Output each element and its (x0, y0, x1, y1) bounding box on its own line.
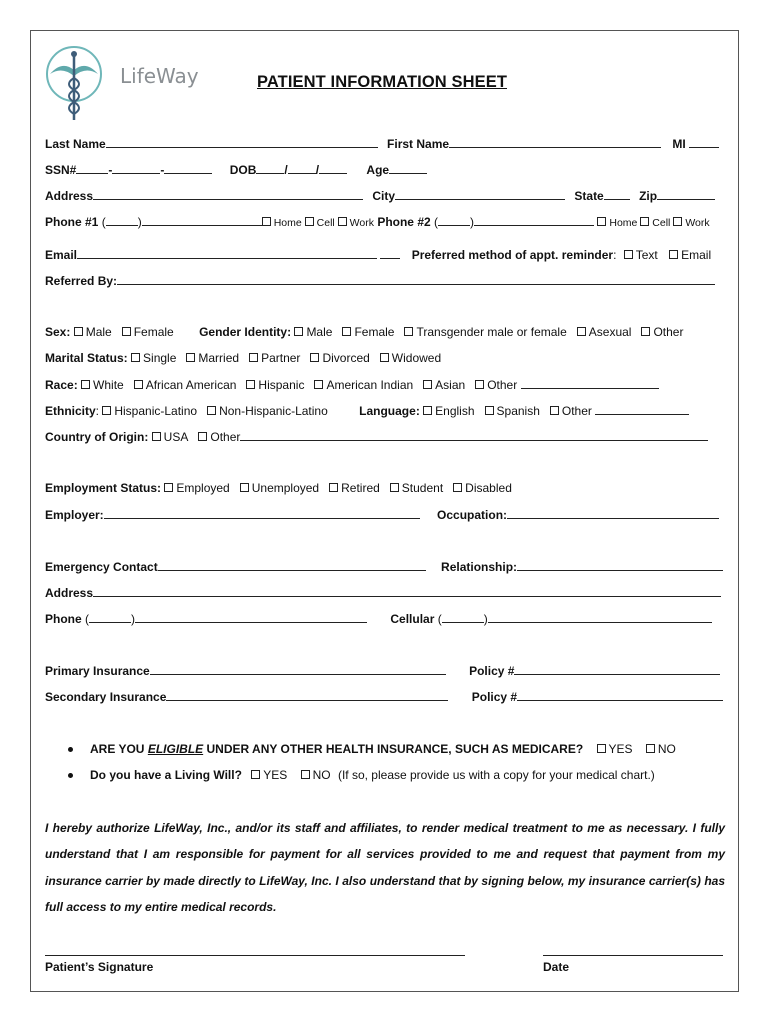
ssn-field-3[interactable] (164, 162, 212, 174)
language-other-label: Other (561, 404, 592, 418)
race-african-american-label: African American (145, 378, 237, 392)
marital-divorced-checkbox[interactable] (310, 353, 319, 362)
gender-other-label: Other (653, 325, 684, 339)
employment-unemployed-label: Unemployed (251, 481, 320, 495)
phone2-cell-checkbox[interactable] (640, 217, 649, 226)
gender-other-checkbox[interactable] (641, 327, 650, 336)
living-will-yes-checkbox[interactable] (251, 770, 260, 779)
sex-male-checkbox[interactable] (74, 327, 83, 336)
sex-label: Sex: (45, 325, 71, 339)
country-other-label: Other (210, 430, 241, 444)
email-row: Email Preferred method of appt. reminder: Text Email (45, 248, 712, 262)
bullet-2 (68, 773, 73, 778)
ethnicity-hispanic-label: Hispanic-Latino (114, 404, 198, 418)
ethnicity-non-hispanic-label: Non-Hispanic-Latino (219, 404, 328, 418)
medicare-question (90, 742, 676, 756)
ssn-field-2[interactable] (112, 162, 160, 174)
employment-student-label: Student (401, 481, 444, 495)
secondary-policy-label: Policy # (471, 690, 518, 704)
last-name-label: Last Name (45, 137, 106, 151)
date-line[interactable] (543, 955, 723, 956)
phone1-cell-checkbox[interactable] (305, 217, 314, 226)
medicare-question-pre: ARE YOU (90, 742, 145, 756)
phone1-field[interactable] (142, 214, 262, 226)
employment-disabled-label: Disabled (465, 481, 512, 495)
phone2-home-label: Home (609, 217, 638, 229)
emergency-cellular-label: Cellular (390, 612, 435, 626)
mi-field[interactable] (689, 136, 719, 148)
marital-divorced-label: Divorced (322, 351, 370, 365)
emergency-contact-label: Emergency Contact (45, 560, 158, 574)
address-label: Address (45, 189, 94, 203)
phone1-area[interactable] (106, 214, 138, 226)
marital-widowed-label: Widowed (391, 351, 442, 365)
race-row (45, 377, 659, 393)
state-field[interactable] (604, 188, 630, 200)
phone1-label: Phone #1 (45, 215, 99, 229)
employment-row (45, 481, 522, 497)
emergency-phone-area[interactable] (89, 611, 131, 623)
age-field[interactable] (389, 162, 427, 174)
emergency-phone-label: Phone (45, 612, 82, 626)
ethnicity-row: Ethnicity: Hispanic-Latino Non-Hispanic-Latino Language: English Spanish Other (45, 403, 689, 419)
email-field[interactable] (77, 247, 377, 259)
emergency-phone-field[interactable] (135, 611, 367, 623)
patient-signature-label: Patient’s Signature (45, 960, 154, 974)
age-label: Age (366, 163, 390, 177)
living-will-no-checkbox[interactable] (301, 770, 310, 779)
referred-row (45, 273, 715, 289)
logo (44, 44, 199, 122)
gender-transgender-label: Transgender male or female (416, 325, 567, 339)
gender-asexual-checkbox[interactable] (577, 327, 586, 336)
race-hispanic-label: Hispanic (258, 378, 305, 392)
reminder-text-checkbox[interactable] (624, 250, 633, 259)
marital-label: Marital Status: (45, 351, 128, 365)
living-will-yes-label: YES (263, 768, 288, 782)
occupation-field[interactable] (507, 507, 719, 519)
sex-female-label: Female (133, 325, 174, 339)
race-american-indian-checkbox[interactable] (314, 380, 323, 389)
state-label: State (574, 189, 604, 203)
phone2-work-checkbox[interactable] (673, 217, 682, 226)
phone1-cell-label: Cell (316, 217, 335, 229)
medicare-no-checkbox[interactable] (646, 744, 655, 753)
primary-insurance-field[interactable] (150, 663, 446, 675)
reminder-text-label: Text (635, 248, 658, 262)
marital-widowed-checkbox[interactable] (380, 353, 389, 362)
dob-month[interactable] (256, 162, 284, 174)
name-row (45, 136, 719, 152)
race-asian-checkbox[interactable] (423, 380, 432, 389)
ethnicity-label: Ethnicity (45, 404, 96, 418)
gender-female-label: Female (354, 325, 395, 339)
employment-student-checkbox[interactable] (390, 483, 399, 492)
address-field[interactable] (93, 188, 363, 200)
reminder-label: Preferred method of appt. reminder (411, 248, 614, 262)
marital-married-checkbox[interactable] (186, 353, 195, 362)
living-will-question (90, 768, 655, 782)
marital-partner-label: Partner (261, 351, 301, 365)
race-other-field[interactable] (521, 377, 659, 389)
primary-insurance-row (45, 663, 720, 679)
primary-policy-field[interactable] (514, 663, 720, 675)
email-field-tail (380, 247, 400, 259)
employer-field[interactable] (104, 507, 420, 519)
logo-text: LifeWay (120, 64, 199, 88)
caduceus-icon (44, 44, 120, 122)
phone2-label: Phone #2 (377, 215, 431, 229)
email-label: Email (45, 248, 78, 262)
employment-status-label: Employment Status: (45, 481, 162, 495)
dob-day[interactable] (288, 162, 316, 174)
phone1-home-checkbox[interactable] (262, 217, 271, 226)
bullet-1 (68, 747, 73, 752)
emergency-cellular-area[interactable] (442, 611, 484, 623)
country-usa-label: USA (163, 430, 189, 444)
gender-female-checkbox[interactable] (342, 327, 351, 336)
emergency-address-field[interactable] (93, 585, 721, 597)
referred-label: Referred By: (45, 274, 118, 288)
sex-female-checkbox[interactable] (122, 327, 131, 336)
ssn-field-1[interactable] (76, 162, 108, 174)
race-african-american-checkbox[interactable] (134, 380, 143, 389)
reminder-email-label: Email (681, 248, 712, 262)
marital-married-label: Married (198, 351, 240, 365)
race-asian-label: Asian (435, 378, 466, 392)
page-title: PATIENT INFORMATION SHEET (257, 73, 507, 91)
city-label: City (372, 189, 396, 203)
ethnicity-non-hispanic-checkbox[interactable] (207, 406, 216, 415)
medicare-yes-label: YES (608, 742, 633, 756)
city-field[interactable] (395, 188, 565, 200)
language-english-checkbox[interactable] (423, 406, 432, 415)
last-name-field[interactable] (106, 136, 378, 148)
primary-insurance-label: Primary Insurance (45, 664, 150, 678)
referred-field[interactable] (117, 273, 715, 285)
patient-signature-line[interactable] (45, 955, 465, 956)
marital-single-label: Single (143, 351, 177, 365)
language-other-checkbox[interactable] (550, 406, 559, 415)
zip-label: Zip (639, 189, 658, 203)
dob-label: DOB (229, 163, 257, 177)
marital-single-checkbox[interactable] (131, 353, 140, 362)
emergency-row (45, 559, 723, 575)
ssn-label: SSN# (45, 163, 77, 177)
employment-unemployed-checkbox[interactable] (240, 483, 249, 492)
ethnicity-hispanic-checkbox[interactable] (102, 406, 111, 415)
emergency-address-row (45, 585, 721, 601)
race-white-label: White (93, 378, 124, 392)
phone2-home-checkbox[interactable] (597, 217, 606, 226)
country-other-field[interactable] (240, 429, 708, 441)
language-spanish-label: Spanish (496, 404, 540, 418)
phone-row: Phone #1 ( ) Home Cell Work Phone #2 ( ) Home Cell Work (45, 215, 710, 229)
emergency-cellular-field[interactable] (488, 611, 712, 623)
phone1-work-label: Work (349, 217, 374, 229)
language-english-label: English (435, 404, 475, 418)
reminder-email-checkbox[interactable] (669, 250, 678, 259)
language-label: Language: (359, 404, 420, 418)
relationship-label: Relationship: (441, 560, 518, 574)
language-spanish-checkbox[interactable] (485, 406, 494, 415)
gender-male-label: Male (306, 325, 333, 339)
living-will-note: (If so, please provide us with a copy for your medical chart.) (337, 768, 655, 782)
secondary-insurance-row (45, 689, 723, 705)
phone2-field[interactable] (474, 214, 594, 226)
country-usa-checkbox[interactable] (152, 432, 161, 441)
secondary-insurance-field[interactable] (166, 689, 448, 701)
employer-label: Employer: (45, 508, 104, 522)
country-other-checkbox[interactable] (198, 432, 207, 441)
first-name-label: First Name (387, 137, 450, 151)
living-will-question-text: Do you have a Living Will? (90, 768, 242, 782)
race-white-checkbox[interactable] (81, 380, 90, 389)
date-label: Date (543, 960, 570, 974)
dob-year[interactable] (319, 162, 347, 174)
employment-employed-label: Employed (176, 481, 230, 495)
marital-row (45, 351, 451, 367)
phone1-home-label: Home (273, 217, 302, 229)
country-label: Country of Origin: (45, 430, 149, 444)
emergency-phone-row: Phone ( ) Cellular ( ) (45, 611, 712, 627)
primary-policy-label: Policy # (469, 664, 515, 678)
employment-retired-label: Retired (341, 481, 380, 495)
phone2-cell-label: Cell (652, 217, 671, 229)
phone2-work-label: Work (685, 217, 710, 229)
secondary-insurance-label: Secondary Insurance (45, 690, 167, 704)
sex-male-label: Male (85, 325, 112, 339)
ssn-row: SSN# - - DOB / / Age (45, 162, 427, 178)
first-name-field[interactable] (449, 136, 661, 148)
gender-transgender-checkbox[interactable] (404, 327, 413, 336)
mi-label: MI (672, 137, 686, 151)
race-american-indian-label: American Indian (326, 378, 414, 392)
medicare-yes-checkbox[interactable] (597, 744, 606, 753)
address-row (45, 188, 715, 204)
zip-field[interactable] (657, 188, 715, 200)
race-label: Race: (45, 378, 78, 392)
marital-partner-checkbox[interactable] (249, 353, 258, 362)
phone2-area[interactable] (438, 214, 470, 226)
language-other-field[interactable] (595, 403, 689, 415)
medicare-no-label: NO (657, 742, 676, 756)
gender-asexual-label: Asexual (588, 325, 632, 339)
living-will-no-label: NO (312, 768, 331, 782)
occupation-label: Occupation: (437, 508, 508, 522)
employment-retired-checkbox[interactable] (329, 483, 338, 492)
medicare-question-post: UNDER ANY OTHER HEALTH INSURANCE, SUCH AS MEDICARE? (206, 742, 584, 756)
secondary-policy-field[interactable] (517, 689, 723, 701)
employer-row (45, 507, 719, 523)
employment-disabled-checkbox[interactable] (453, 483, 462, 492)
race-hispanic-checkbox[interactable] (246, 380, 255, 389)
gender-label: Gender Identity: (199, 325, 292, 339)
sex-row (45, 325, 683, 341)
relationship-field[interactable] (517, 559, 723, 571)
race-other-label: Other (487, 378, 518, 392)
authorization-text: I hereby authorize LifeWay, Inc., and/or its staff and affiliates, to render medical treatment to me as necessary. I fully understand that I am responsible for payment for all services provided to me and request that payment from my insurance carrier by made directly to LifeWay, Inc. I also understand that by signing below, my insurance carrier(s) has full access to my entire medical records. (45, 821, 725, 914)
race-other-checkbox[interactable] (475, 380, 484, 389)
gender-male-checkbox[interactable] (294, 327, 303, 336)
phone1-work-checkbox[interactable] (338, 217, 347, 226)
employment-employed-checkbox[interactable] (164, 483, 173, 492)
emergency-contact-field[interactable] (158, 559, 426, 571)
medicare-question-eligible: ELIGIBLE (147, 742, 204, 756)
emergency-address-label: Address (45, 586, 94, 600)
country-row (45, 429, 708, 445)
